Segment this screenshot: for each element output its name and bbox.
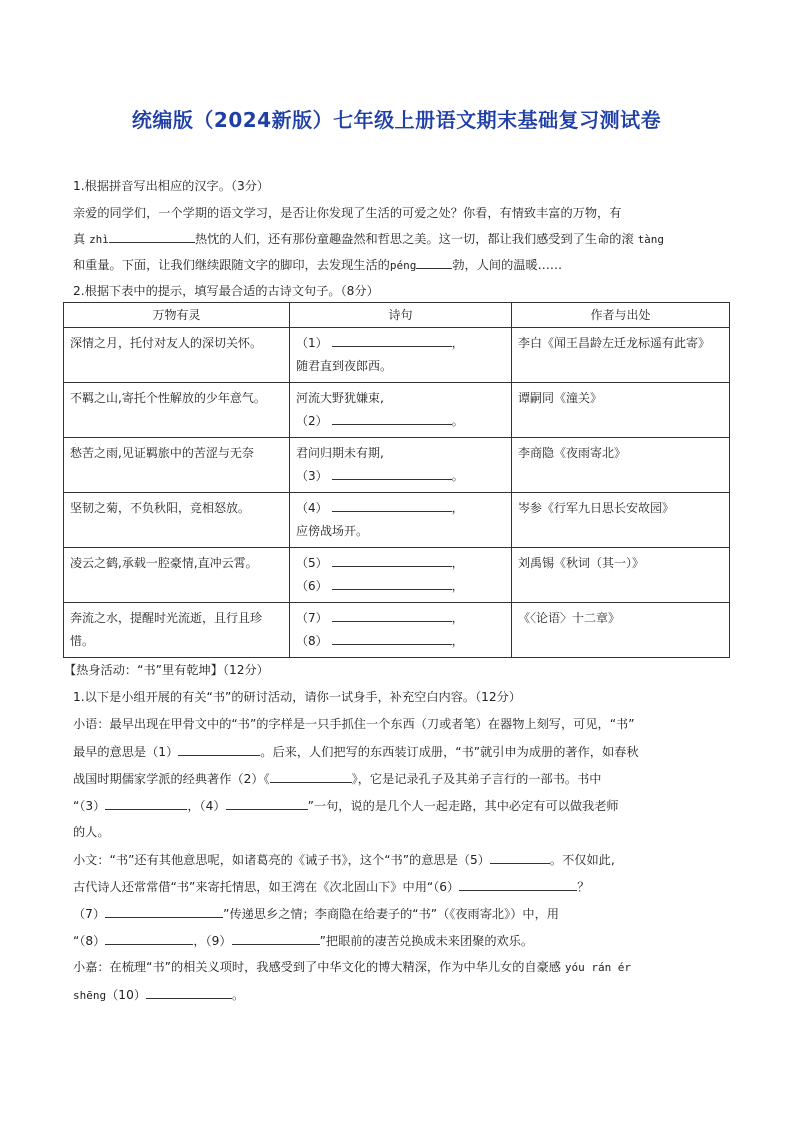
text: 古代诗人还常常借“书”来寄托情思，如王湾在《次北固山下》中用“（6）	[73, 880, 460, 894]
text: 》，它是记录孔子及其弟子言行的一部书。书中	[351, 772, 602, 786]
text: 战国时期儒家学派的经典著作（2）《	[73, 772, 270, 786]
q2-heading: 2.根据下表中的提示，填写最合适的古诗文句子。（8分）	[73, 284, 379, 298]
fill-blank[interactable]	[332, 632, 452, 645]
source-cell: 刘禹锡《秋词（其一）》	[512, 548, 730, 603]
text: “（3）	[73, 799, 106, 813]
theme-cell: 深情之月，托付对友人的深切关怀。	[64, 328, 290, 383]
poem-line	[296, 465, 505, 488]
theme-cell: 奔流之水，提醒时光流逝，且行且珍惜。	[64, 603, 290, 658]
source-cell: 谭嗣同《潼关》	[512, 383, 730, 438]
text: 勃，人间的温暖……	[452, 258, 563, 272]
poem-line	[296, 630, 505, 653]
fill-blank[interactable]	[105, 797, 187, 810]
punctuation: ，	[451, 579, 464, 593]
source-cell: 岑参《行军九日思长安故园》	[512, 493, 730, 548]
xiaojia-line2	[73, 986, 733, 1004]
fill-blank[interactable]	[270, 770, 352, 783]
poem-line	[296, 355, 505, 378]
poem-text: （6）	[296, 579, 328, 593]
q1-paragraph-line1: 亲爱的同学们，一个学期的语文学习，是否让你发现了生活的可爱之处？你看，有情致丰富的万物，有	[73, 206, 622, 220]
text: 。后来，人们把写的东西装订成册，“书”就引申为成册的著作，如春秋	[260, 745, 639, 759]
poem-line	[296, 520, 505, 543]
text: 。	[232, 988, 245, 1002]
pinyin: tàng	[637, 233, 665, 246]
source-cell: 《〈论语〉十二章》	[512, 603, 730, 658]
fill-blank[interactable]	[226, 797, 308, 810]
xiaoyu-line4	[73, 797, 733, 814]
text: 小文：“书”还有其他意思呢，如诸葛亮的《诫子书》，这个“书”的意思是（5）	[73, 853, 490, 867]
punctuation: ，	[451, 501, 464, 515]
poem-line	[296, 575, 505, 598]
fill-blank[interactable]	[109, 230, 195, 243]
pinyin: shēng	[73, 989, 107, 1002]
q1-paragraph-line2	[73, 230, 733, 248]
q1-heading: 1.根据拼音写出相应的汉字。（3分）	[73, 179, 270, 193]
xiaoyu-line5: 的人。	[73, 825, 110, 839]
punctuation: ，	[451, 336, 464, 350]
fill-blank[interactable]	[105, 932, 193, 945]
text: 真	[73, 232, 86, 246]
punctuation: 。	[451, 414, 464, 428]
fill-blank[interactable]	[332, 554, 452, 567]
source-cell: 李白《闻王昌龄左迁龙标遥有此寄》	[512, 328, 730, 383]
xiaoyu-line3	[73, 770, 733, 787]
theme-cell: 凌云之鹤,承载一腔豪情,直冲云霄。	[64, 548, 290, 603]
text: ”一句，说的是几个人一起走路，其中必定有可以做我老师	[307, 799, 619, 813]
fill-blank[interactable]	[416, 256, 452, 269]
theme-cell: 愁苦之雨,见证羁旅中的苦涩与无奈	[64, 438, 290, 493]
poem-cell	[290, 383, 512, 438]
fill-blank[interactable]	[459, 878, 577, 891]
poem-line	[296, 332, 505, 355]
fill-blank[interactable]	[332, 577, 452, 590]
column-header: 万物有灵	[64, 303, 290, 328]
xiaowen-line4	[73, 932, 733, 949]
poem-line	[296, 387, 505, 410]
fill-blank[interactable]	[105, 905, 223, 918]
text: （7）	[73, 907, 106, 921]
text: 热忱的人们，还有那份童趣盎然和哲思之美。这一切，都让我们感受到了生命的滚	[194, 232, 634, 246]
poem-line	[296, 552, 505, 575]
xiaoyu-line1: 小语：最早出现在甲骨文中的“书”的字样是一只手抓住一个东西（刀或者笔）在器物上刻写，可见，“书”	[73, 717, 635, 731]
poem-cell	[290, 328, 512, 383]
text: 小嘉：在梳理“书”的相关义项时，我感受到了中华文化的博大精深，作为中华儿女的自豪感	[73, 960, 561, 974]
fill-blank[interactable]	[332, 467, 452, 480]
punctuation: ，	[451, 556, 464, 570]
column-header: 作者与出处	[512, 303, 730, 328]
text: ？	[577, 880, 590, 894]
poem-text: （8）	[296, 634, 328, 648]
fill-blank[interactable]	[332, 334, 452, 347]
poem-text: （5）	[296, 556, 328, 570]
text: 。不仅如此,	[549, 853, 615, 867]
pinyin: yóu rán ér	[564, 961, 632, 974]
poem-line	[296, 442, 505, 465]
table-row	[64, 438, 730, 493]
poem-table	[63, 302, 730, 658]
fill-blank[interactable]	[146, 986, 232, 999]
source-cell: 李商隐《夜雨寄北》	[512, 438, 730, 493]
poem-line	[296, 607, 505, 630]
text: ”传递思乡之情；李商隐在给妻子的“书”（《夜雨寄北》）中，用	[223, 907, 559, 921]
column-header: 诗句	[290, 303, 512, 328]
text: 和重量。下面，让我们继续跟随文字的脚印，去发现生活的	[73, 258, 390, 272]
xiaowen-line1	[73, 851, 733, 868]
poem-text: 河流大野犹嫌束,	[296, 391, 384, 405]
poem-text: 应傍战场开。	[296, 524, 369, 538]
fill-blank[interactable]	[232, 932, 320, 945]
fill-blank[interactable]	[332, 412, 452, 425]
q1-paragraph-line3	[73, 256, 733, 274]
activity-question: 1.以下是小组开展的有关“书”的研讨活动，请你一试身手，补充空白内容。（12分）	[73, 690, 522, 704]
poem-text: 君问归期未有期,	[296, 446, 384, 460]
xiaoyu-line2	[73, 743, 733, 760]
table-row	[64, 328, 730, 383]
punctuation: 。	[451, 469, 464, 483]
punctuation: ，	[451, 634, 464, 648]
text: ，（9）	[193, 934, 232, 948]
poem-text: （4）	[296, 501, 328, 515]
pinyin: zhì	[89, 233, 109, 246]
fill-blank[interactable]	[178, 743, 260, 756]
poem-text: （3）	[296, 469, 328, 483]
page-title: 统编版（2024新版）七年级上册语文期末基础复习测试卷	[131, 108, 662, 132]
activity-heading: 【热身活动：“书”里有乾坤】（12分）	[64, 663, 269, 677]
punctuation: ，	[451, 611, 464, 625]
xiaowen-line3	[73, 905, 733, 922]
table-row	[64, 548, 730, 603]
text: ”把眼前的凄苦兑换成未来团聚的欢乐。	[319, 934, 534, 948]
text: ，（4）	[187, 799, 226, 813]
poem-text: （7）	[296, 611, 328, 625]
poem-text: （2）	[296, 414, 328, 428]
theme-cell: 坚韧之菊，不负秋阳，竞相怒放。	[64, 493, 290, 548]
xiaowen-line2	[73, 878, 733, 895]
poem-cell	[290, 603, 512, 658]
text: （10）	[106, 988, 147, 1002]
poem-text: 随君直到夜郎西。	[296, 359, 393, 373]
table-header-row	[64, 303, 730, 328]
table-row	[64, 603, 730, 658]
poem-cell	[290, 548, 512, 603]
poem-cell	[290, 438, 512, 493]
table-row	[64, 383, 730, 438]
fill-blank[interactable]	[490, 851, 550, 864]
table-row	[64, 493, 730, 548]
xiaojia-line1	[73, 959, 733, 976]
poem-text: （1）	[296, 336, 328, 350]
poem-cell	[290, 493, 512, 548]
pinyin: péng	[389, 259, 417, 272]
text: “（8）	[73, 934, 106, 948]
fill-blank[interactable]	[332, 609, 452, 622]
text: 最早的意思是（1）	[73, 745, 179, 759]
fill-blank[interactable]	[332, 499, 452, 512]
poem-line	[296, 410, 505, 433]
theme-cell: 不羁之山,寄托个性解放的少年意气。	[64, 383, 290, 438]
poem-line	[296, 497, 505, 520]
